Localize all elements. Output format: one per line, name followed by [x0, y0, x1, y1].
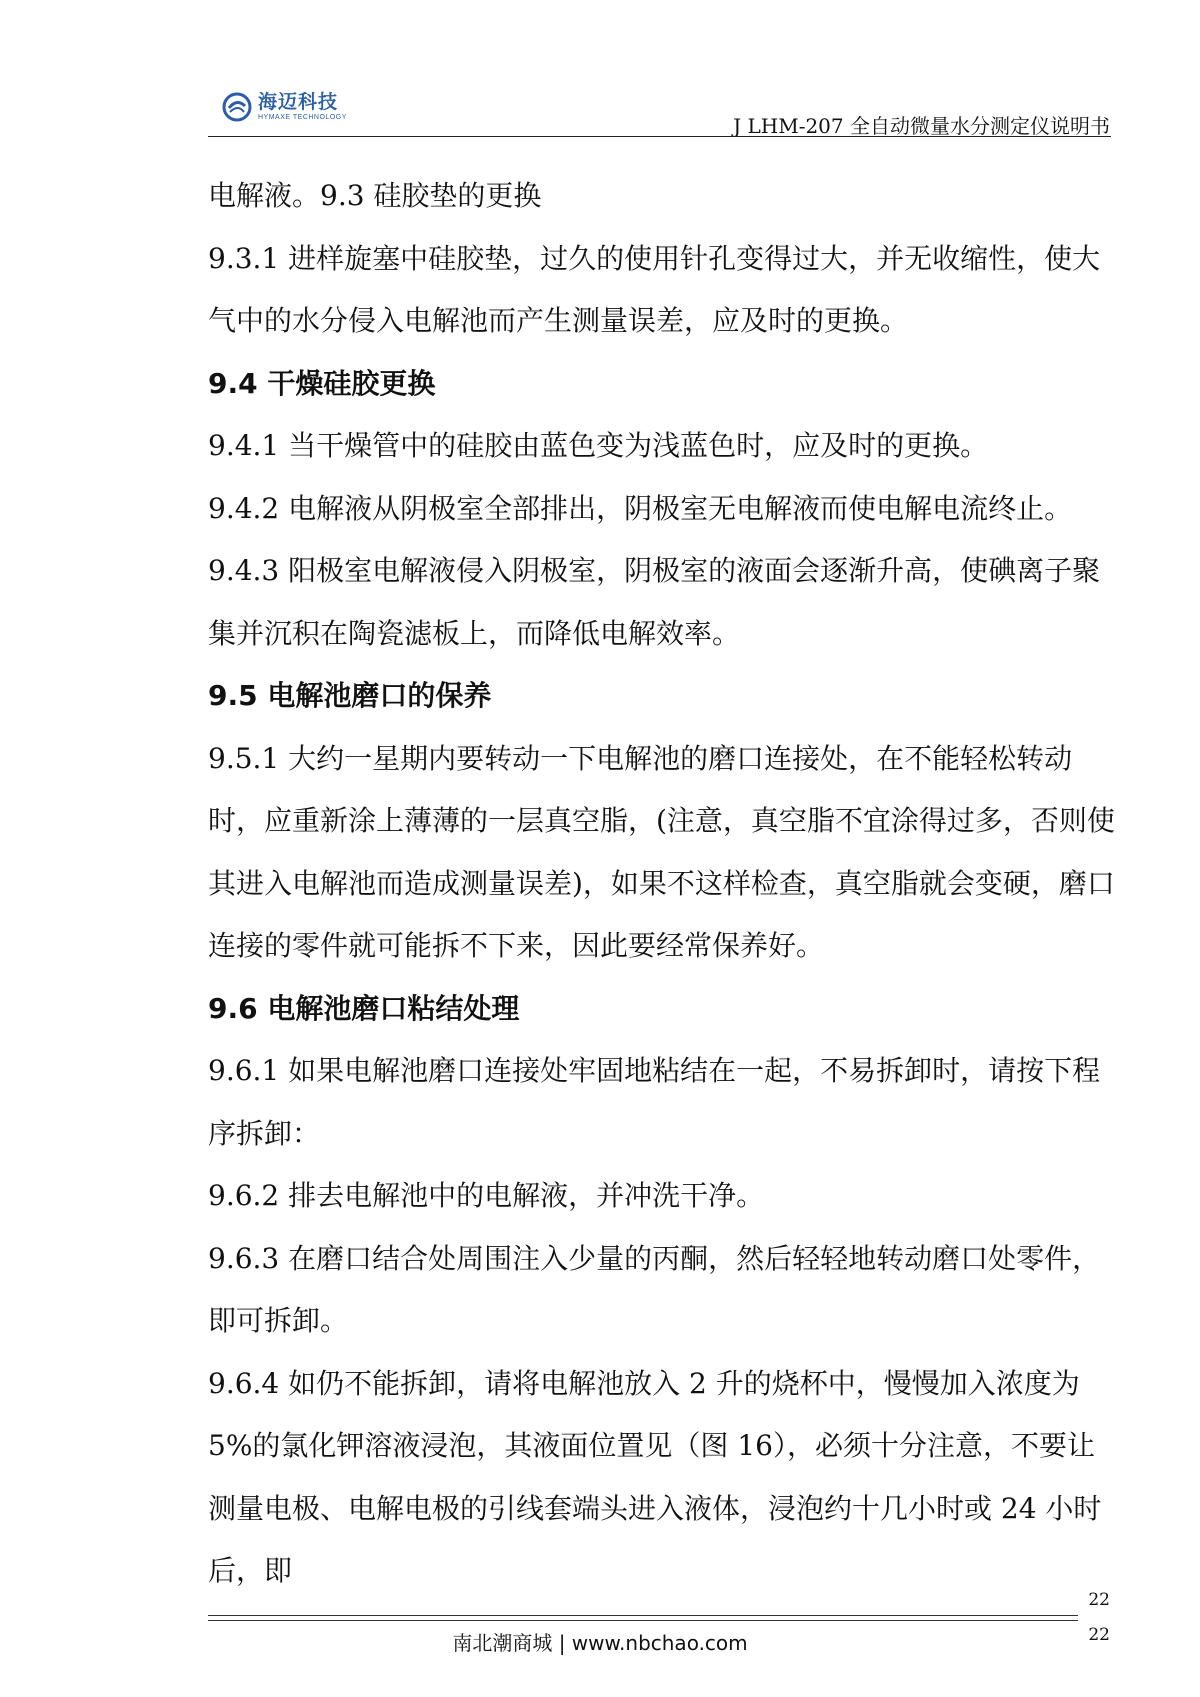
footer-site-link[interactable]: 南北潮商城 | www.nbchao.com: [452, 1631, 748, 1655]
paragraph-9-6-3: 9.6.3 在磨口结合处周围注入少量的丙酮，然后轻轻地转动磨口处零件，即可拆卸。: [208, 1241, 1101, 1337]
heading-9-4: 9.4 干燥硅胶更换: [208, 366, 436, 400]
page-number: 22: [1088, 1590, 1110, 1610]
paragraph-9-6-2: 9.6.2 排去电解池中的电解液，并冲洗干净。: [208, 1179, 765, 1212]
company-logo: [222, 92, 347, 122]
heading-9-5: 9.5 电解池磨口的保养: [208, 679, 492, 712]
paragraph-9-3-1: 9.3.1 进样旋塞中硅胶垫，过久的使用针孔变得过大，并无收缩性，使大气中的水分侵入电解池而产生测量误差，应及时的更换。: [208, 241, 1101, 337]
heading-9-6: 9.6 电解池磨口粘结处理: [208, 991, 520, 1025]
paragraph-9-4-3: 9.4.3 阳极室电解液侵入阴极室，阴极室的液面会逐渐升高，使碘离子聚集并沉积在陶瓷滤板上，而降低电解效率。: [208, 554, 1101, 650]
footer-divider-secondary: [208, 1620, 1078, 1621]
document-title: J LHM-207 全自动微量水分测定仪说明书: [733, 114, 1110, 138]
paragraph-9-4-1: 9.4.1 当干燥管中的硅胶由蓝色变为浅蓝色时，应及时的更换。: [208, 429, 989, 462]
page-number-secondary: 22: [1088, 1625, 1110, 1645]
logo-english-name: HYMAXE TECHNOLOGY: [258, 114, 347, 121]
footer-divider: [208, 1615, 1078, 1616]
paragraph-9-3-heading: 电解液。9.3 硅胶垫的更换: [208, 179, 542, 212]
paragraph-9-6-1: 9.6.1 如果电解池磨口连接处牢固地粘结在一起，不易拆卸时，请按下程序拆卸：: [208, 1054, 1101, 1150]
paragraph-9-6-4: 9.6.4 如仍不能拆卸，请将电解池放入 2 升的烧杯中，慢慢加入浓度为 5%的氯化钾溶液浸泡，其液面位置见（图 16），必须十分注意，不要让测量电极、电解电极的引线套端头进入液体，浸泡约十几小时或 24 小时后，即: [208, 1366, 1102, 1587]
header-divider: [208, 136, 1111, 137]
logo-chinese-name: 海迈科技: [258, 91, 339, 113]
logo-swirl-icon: [222, 92, 252, 122]
page-content: [208, 165, 1120, 1603]
paragraph-9-5-1: 9.5.1 大约一星期内要转动一下电解池的磨口连接处，在不能轻松转动时，应重新涂上薄薄的一层真空脂，(注意，真空脂不宜涂得过多，否则使其进入电解池而造成测量误差)，如果不这样检查，真空脂就会变硬，磨口连接的零件就可能拆不下来，因此要经常保养好。: [208, 741, 1115, 962]
paragraph-9-4-2: 9.4.2 电解液从阴极室全部排出，阴极室无电解液而使电解电流终止。: [208, 491, 1073, 525]
